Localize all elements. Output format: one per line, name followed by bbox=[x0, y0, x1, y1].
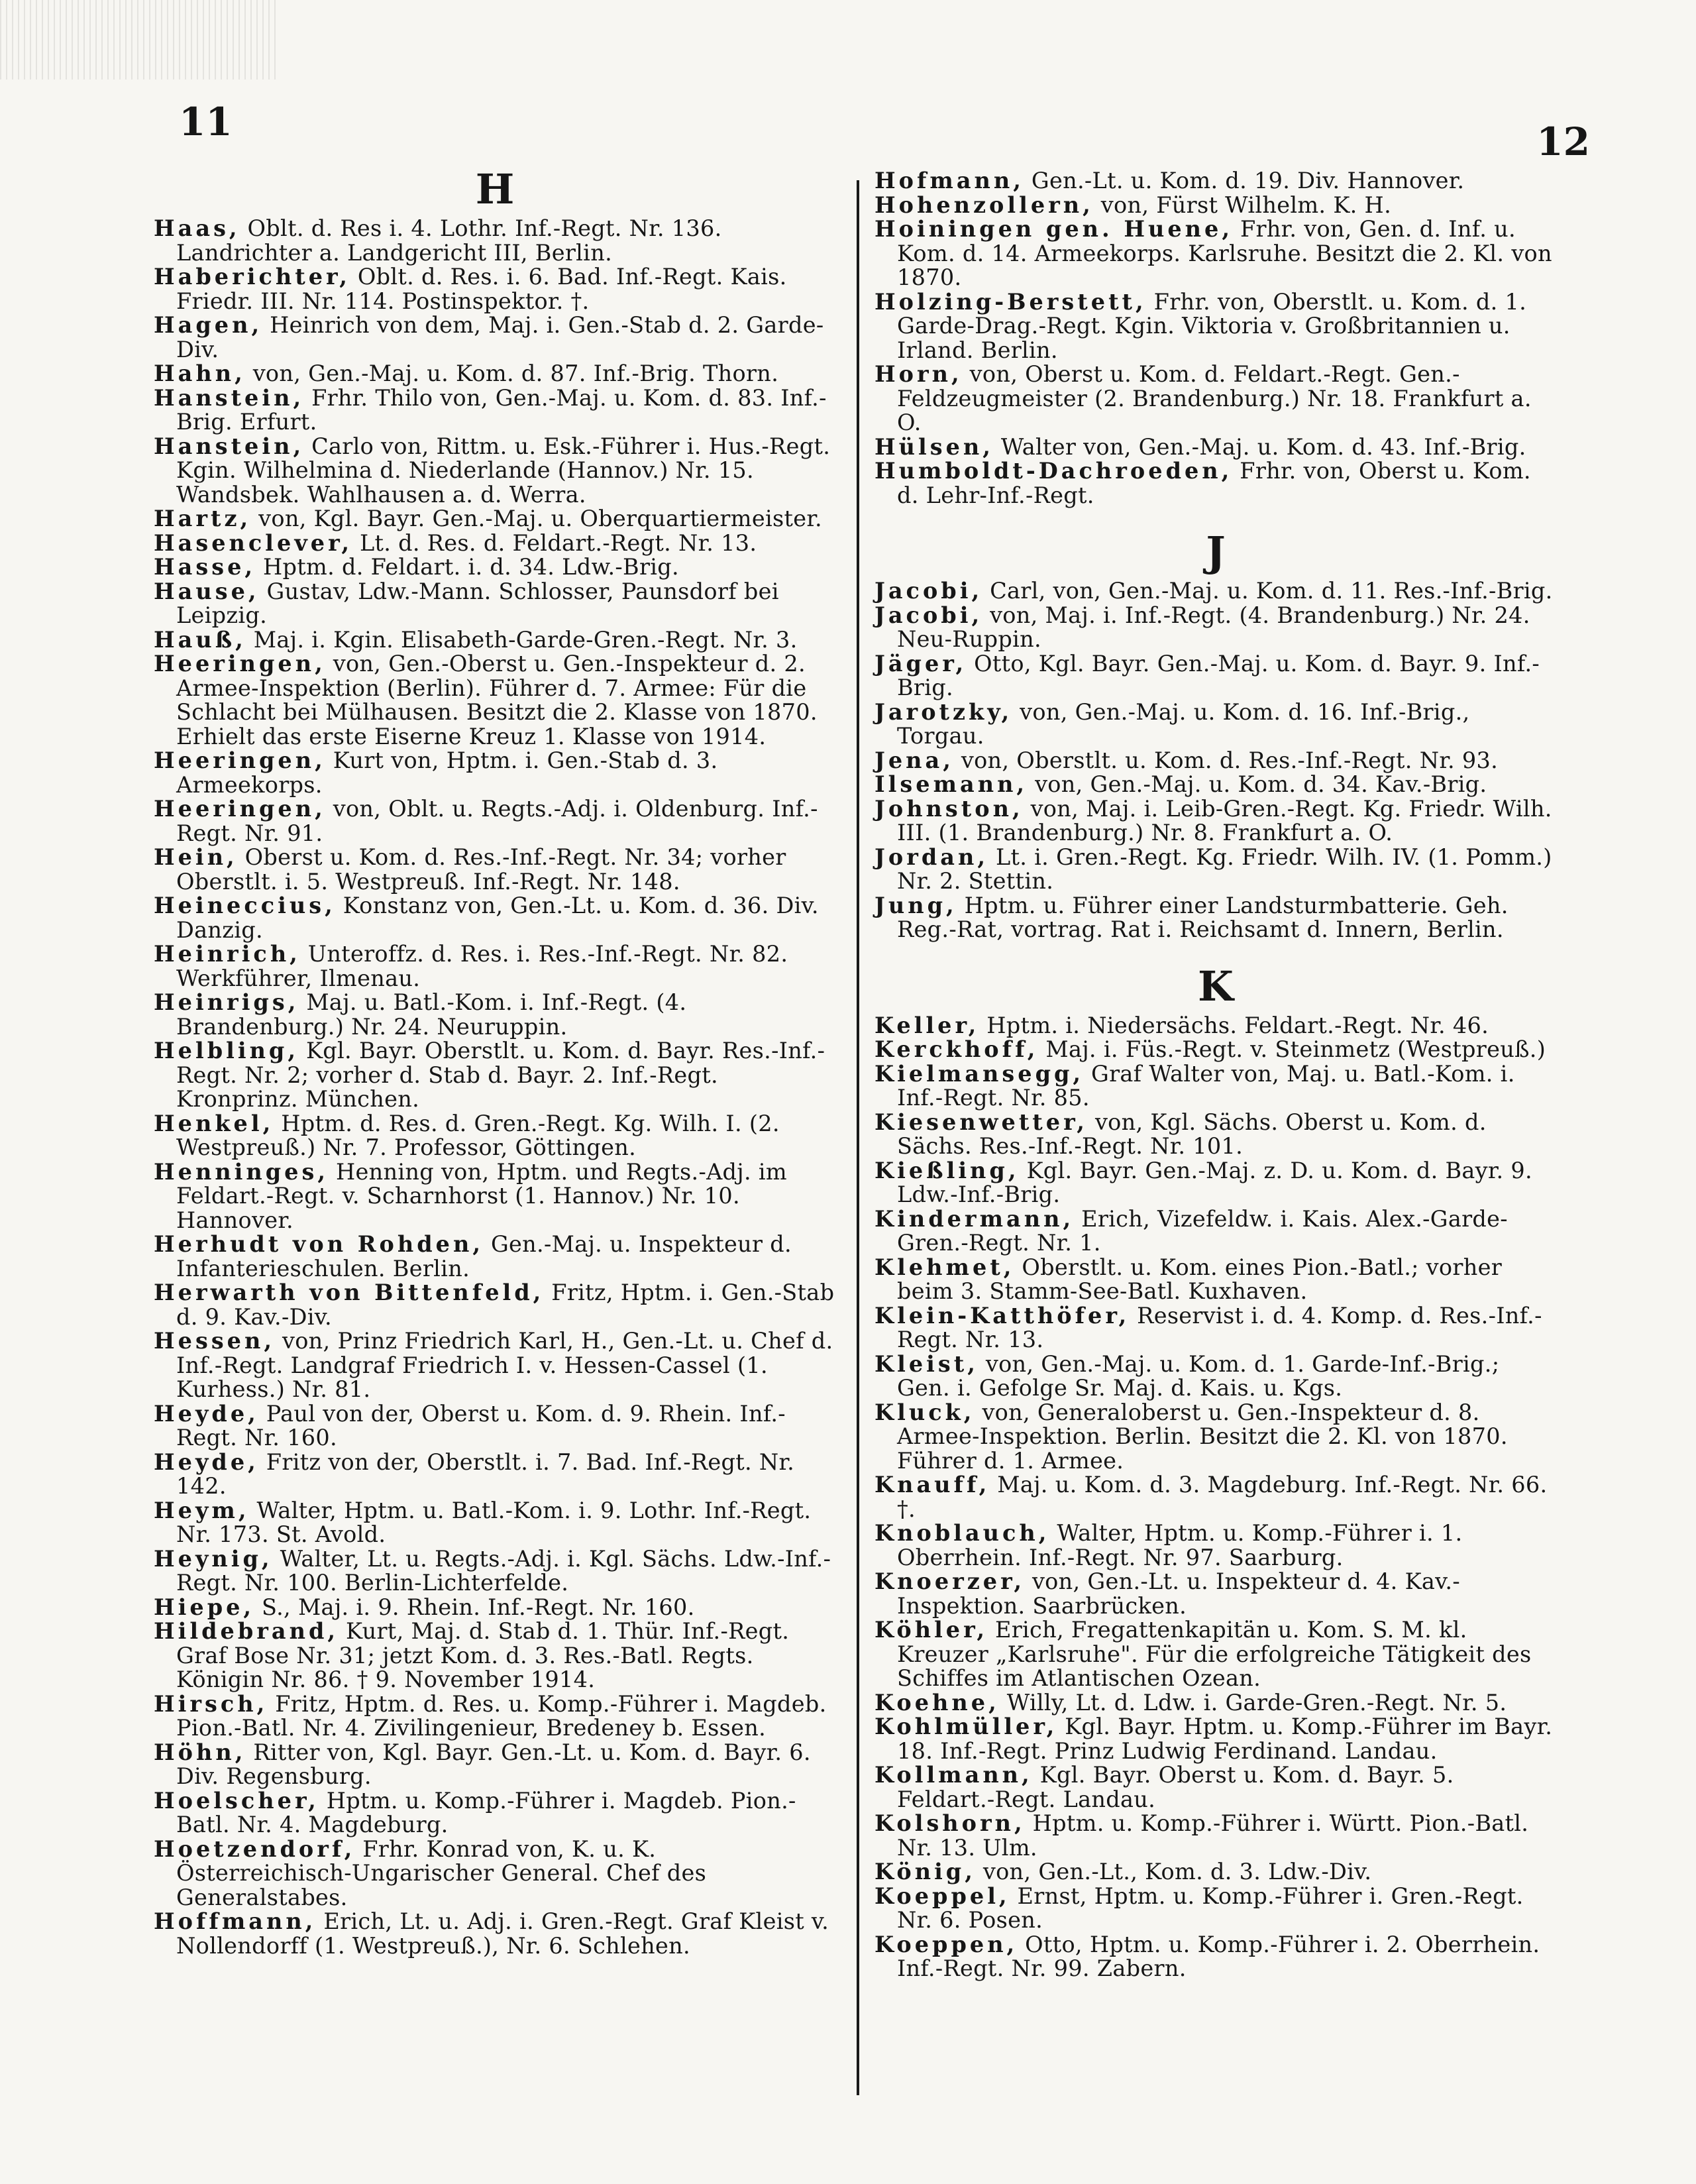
entry-details: Hptm. d. Res. d. Gren.-Regt. Kg. Wilh. I. (2. Westpreuß.) Nr. 7. Professor, Göttingen. bbox=[176, 1110, 780, 1160]
entry-details: Gen.-Lt. u. Kom. d. 19. Div. Hannover. bbox=[1031, 168, 1465, 193]
directory-entry bbox=[874, 193, 1557, 218]
entry-details: Otto, Kgl. Bayr. Gen.-Maj. u. Kom. d. Bayr. 9. Inf.-Brig. bbox=[897, 650, 1540, 700]
directory-entry bbox=[154, 1450, 836, 1499]
entry-details: Hptm. d. Feldart. i. d. 34. Ldw.-Brig. bbox=[263, 554, 679, 580]
entry-name: Knoerzer, bbox=[874, 1568, 1025, 1594]
directory-entry bbox=[154, 1499, 836, 1547]
directory-entry bbox=[154, 265, 836, 313]
entry-name: Hildebrand, bbox=[154, 1618, 339, 1644]
entry-name: Herwarth von Bittenfeld, bbox=[154, 1280, 545, 1305]
directory-entry bbox=[874, 1304, 1557, 1352]
directory-entry bbox=[874, 604, 1557, 652]
directory-entry bbox=[154, 1837, 836, 1910]
directory-entry bbox=[154, 749, 836, 797]
entry-name: Kolshorn, bbox=[874, 1810, 1026, 1836]
entry-details: von, Kgl. Bayr. Gen.-Maj. u. Oberquartiermeister. bbox=[258, 506, 822, 531]
entry-name: Heineccius, bbox=[154, 893, 336, 918]
entry-details: Hptm. i. Niedersächs. Feldart.-Regt. Nr. 46. bbox=[986, 1012, 1489, 1038]
entry-details: Ernst, Hptm. u. Komp.-Führer i. Gren.-Regt. Nr. 6. Posen. bbox=[897, 1883, 1524, 1933]
entry-name: Heeringen, bbox=[154, 651, 326, 677]
entry-details: von, Prinz Friedrich Karl, H., Gen.-Lt. u. Chef d. Inf.-Regt. Landgraf Friedrich I. v. Hessen-Cassel (1. Kurhess.) Nr. 81. bbox=[176, 1328, 833, 1402]
entry-details: von, Maj. i. Leib-Gren.-Regt. Kg. Friedr. Wilh. III. (1. Brandenburg.) Nr. 8. Frankfurt a. O. bbox=[897, 795, 1552, 846]
directory-entry bbox=[154, 1112, 836, 1160]
entry-name: Koeppen, bbox=[874, 1931, 1018, 1957]
directory-entry bbox=[154, 1596, 836, 1620]
entry-name: Jacobi, bbox=[874, 578, 983, 604]
entry-name: Heynig, bbox=[154, 1545, 273, 1572]
entry-name: Jung, bbox=[874, 892, 957, 918]
entry-details: Heinrich von dem, Maj. i. Gen.-Stab d. 2. Garde-Div. bbox=[176, 312, 824, 362]
directory-entry bbox=[874, 1062, 1557, 1111]
directory-entry bbox=[154, 652, 836, 749]
page-number-left: 11 bbox=[179, 99, 233, 144]
page-number-right: 12 bbox=[1536, 119, 1590, 164]
entry-name: Klein-Katthöfer, bbox=[874, 1302, 1130, 1329]
entry-details: Frhr. von, Oberstlt. u. Kom. d. 1. Garde-Drag.-Regt. Kgin. Viktoria v. Großbritannien u. Irland. Berlin. bbox=[897, 288, 1527, 363]
directory-entry bbox=[154, 362, 836, 386]
entry-details: Frhr. von, Gen. d. Inf. u. Kom. d. 14. Armeekorps. Karlsruhe. Besitzt die 2. Kl. von 1870. bbox=[897, 216, 1552, 290]
directory-entry bbox=[874, 435, 1557, 460]
entry-name: Kluck, bbox=[874, 1399, 975, 1425]
entry-details: Fritz von der, Oberstlt. i. 7. Bad. Inf.-Regt. Nr. 142. bbox=[176, 1448, 795, 1499]
scan-noise bbox=[0, 0, 278, 80]
entry-details: von, Gen.-Maj. u. Kom. d. 87. Inf.-Brig. Thorn. bbox=[252, 360, 779, 386]
directory-entry bbox=[874, 1014, 1557, 1038]
entry-details: Walter, Lt. u. Regts.-Adj. i. Kgl. Sächs. Ldw.-Inf.-Regt. Nr. 100. Berlin-Lichterfelde. bbox=[176, 1545, 831, 1596]
entry-name: Heinrich, bbox=[154, 941, 301, 967]
entry-details: S., Maj. i. 9. Rhein. Inf.-Regt. Nr. 160. bbox=[262, 1594, 695, 1620]
entry-details: Erich, Fregattenkapitän u. Kom. S. M. kl. Kreuzer „Karlsruhe". Für die erfolgreiche Tätigkeit des Schiffes im Atlantischen Ozean. bbox=[897, 1617, 1532, 1691]
entry-list-j bbox=[874, 579, 1557, 942]
entry-details: Oberst u. Kom. d. Res.-Inf.-Regt. Nr. 34; vorher Oberstlt. i. 5. Westpreuß. Inf.-Regt. Nr. 148. bbox=[176, 844, 786, 895]
directory-entry bbox=[154, 797, 836, 846]
directory-entry bbox=[874, 1159, 1557, 1207]
entry-name: Kollmann, bbox=[874, 1762, 1033, 1788]
entry-details: Lt. i. Gren.-Regt. Kg. Friedr. Wilh. IV. (1. Pomm.) Nr. 2. Stettin. bbox=[897, 844, 1552, 894]
directory-entry bbox=[874, 1691, 1557, 1716]
entry-name: Helbling, bbox=[154, 1038, 299, 1064]
directory-entry bbox=[154, 580, 836, 628]
entry-details: Lt. d. Res. d. Feldart.-Regt. Nr. 13. bbox=[359, 529, 757, 556]
entry-details: von, Gen.-Lt., Kom. d. 3. Ldw.-Div. bbox=[982, 1859, 1372, 1884]
directory-entry bbox=[154, 1232, 836, 1281]
entry-details: Willy, Lt. d. Ldw. i. Garde-Gren.-Regt. Nr. 5. bbox=[1006, 1689, 1507, 1716]
entry-details: Reservist i. d. 4. Komp. d. Res.-Inf.-Regt. Nr. 13. bbox=[897, 1302, 1542, 1352]
entry-name: Hanstein, bbox=[154, 433, 305, 459]
entry-details: Paul von der, Oberst u. Kom. d. 9. Rhein. Inf.-Regt. Nr. 160. bbox=[176, 1400, 786, 1450]
entry-name: Hülsen, bbox=[874, 433, 994, 460]
entry-name: Kleist, bbox=[874, 1350, 979, 1377]
entry-name: Hessen, bbox=[154, 1328, 276, 1354]
entry-name: Köhler, bbox=[874, 1617, 988, 1643]
entry-details: Erich, Lt. u. Adj. i. Gren.-Regt. Graf Kleist v. Nollendorff (1. Westpreuß.), Nr. 6. Schlehen. bbox=[176, 1908, 829, 1959]
entry-name: Hirsch, bbox=[154, 1690, 268, 1717]
entry-details: Maj. i. Kgin. Elisabeth-Garde-Gren.-Regt. Nr. 3. bbox=[253, 626, 798, 653]
entry-details: Hptm. u. Komp.-Führer i. Magdeb. Pion.-Batl. Nr. 4. Magdeburg. bbox=[176, 1787, 796, 1837]
directory-entry bbox=[874, 1933, 1557, 1981]
entry-name: Hoffmann, bbox=[154, 1908, 317, 1934]
directory-entry bbox=[154, 1789, 836, 1837]
entry-name: Heinrigs, bbox=[154, 989, 299, 1015]
entry-details: Maj. i. Füs.-Regt. v. Steinmetz (Westpreuß.) bbox=[1045, 1036, 1546, 1062]
entry-details: von, Gen.-Maj. u. Kom. d. 34. Kav.-Brig. bbox=[1035, 771, 1487, 797]
entry-name: Hofmann, bbox=[874, 168, 1024, 193]
entry-details: Gen.-Maj. u. Inspekteur d. Infanterieschulen. Berlin. bbox=[176, 1231, 792, 1282]
entry-name: Hoelscher, bbox=[154, 1787, 319, 1814]
entry-name: Kielmansegg, bbox=[874, 1060, 1085, 1087]
directory-entry bbox=[154, 313, 836, 362]
directory-entry bbox=[874, 290, 1557, 363]
directory-entry bbox=[154, 531, 836, 556]
entry-name: Kerckhoff, bbox=[874, 1036, 1039, 1062]
entry-name: Kindermann, bbox=[874, 1205, 1075, 1232]
entry-name: Jacobi, bbox=[874, 602, 983, 628]
directory-entry bbox=[154, 628, 836, 653]
entry-name: Hohenzollern, bbox=[874, 191, 1094, 218]
section-letter-h: H bbox=[475, 165, 515, 213]
entry-name: Jarotzky, bbox=[874, 698, 1013, 725]
directory-entry bbox=[154, 1692, 836, 1741]
directory-entry bbox=[874, 1521, 1557, 1570]
column-divider bbox=[857, 180, 859, 2095]
directory-entry bbox=[154, 217, 836, 265]
directory-entry bbox=[154, 991, 836, 1039]
entry-details: Frhr. Konrad von, K. u. K. Österreichisch-Ungarischer General. Chef des Generalstabes. bbox=[176, 1835, 707, 1910]
directory-entry bbox=[874, 1352, 1557, 1401]
entry-details: Kurt von, Hptm. i. Gen.-Stab d. 3. Armeekorps. bbox=[176, 747, 718, 798]
directory-entry bbox=[874, 749, 1557, 773]
entry-details: von, Gen.-Oberst u. Gen.-Inspekteur d. 2. Armee-Inspektion (Berlin). Führer d. 7. Armee: Für die Schlacht bei Mülhausen. Besitzt die 2. Klasse von 1870. Erhielt das erste Eiserne Kreuz 1. Klasse von 1914. bbox=[176, 651, 818, 749]
directory-entry bbox=[154, 386, 836, 435]
entry-list-k bbox=[874, 1014, 1557, 1981]
entry-details: Walter von, Gen.-Maj. u. Kom. d. 43. Inf.-Brig. bbox=[1000, 433, 1526, 460]
entry-name: Knauff, bbox=[874, 1472, 990, 1498]
entry-details: Fritz, Hptm. i. Gen.-Stab d. 9. Kav.-Div. bbox=[176, 1280, 835, 1330]
entry-name: Koeppel, bbox=[874, 1883, 1010, 1909]
directory-entry bbox=[874, 1618, 1557, 1691]
entry-name: Hein, bbox=[154, 844, 238, 870]
entry-details: Hptm. u. Komp.-Führer i. Württ. Pion.-Batl. Nr. 13. Ulm. bbox=[897, 1810, 1529, 1861]
entry-name: Haas, bbox=[154, 215, 240, 241]
entry-name: Heyde, bbox=[154, 1400, 259, 1427]
directory-entry bbox=[874, 652, 1557, 700]
section-letter-j: J bbox=[1206, 527, 1226, 576]
entry-name: Keller, bbox=[874, 1012, 980, 1038]
entry-name: Johnston, bbox=[874, 795, 1024, 822]
entry-details: Kurt, Maj. d. Stab d. 1. Thür. Inf.-Regt. Graf Bose Nr. 31; jetzt Kom. d. 3. Res.-Batl. Regts. Königin Nr. 86. † 9. November 1914. bbox=[176, 1618, 790, 1692]
directory-entry bbox=[874, 1401, 1557, 1474]
directory-entry bbox=[874, 894, 1557, 942]
entry-details: Ritter von, Kgl. Bayr. Gen.-Lt. u. Kom. d. Bayr. 6. Div. Regensburg. bbox=[176, 1739, 811, 1789]
entry-name: Hoiningen gen. Huene, bbox=[874, 216, 1233, 242]
entry-name: Heeringen, bbox=[154, 796, 326, 822]
entry-name: Henninges, bbox=[154, 1158, 329, 1185]
entry-details: Maj. u. Kom. d. 3. Magdeburg. Inf.-Regt. Nr. 66. †. bbox=[897, 1472, 1548, 1522]
directory-entry bbox=[154, 1160, 836, 1233]
entry-details: Frhr. von, Oberst u. Kom. d. Lehr-Inf.-Regt. bbox=[897, 458, 1531, 508]
entry-details: von, Gen.-Maj. u. Kom. d. 1. Garde-Inf.-Brig.; Gen. i. Gefolge Sr. Maj. d. Kais. u. Kgs. bbox=[897, 1350, 1500, 1401]
entry-name: Hause, bbox=[154, 578, 260, 604]
entry-name: Jäger, bbox=[874, 650, 967, 677]
entry-details: Carlo von, Rittm. u. Esk.-Führer i. Hus.-Regt. Kgin. Wilhelmina d. Niederlande (Hannov.) Nr. 15. Wandsbek. Wahlhausen a. d. Werra. bbox=[176, 433, 831, 508]
directory-entry bbox=[874, 217, 1557, 290]
directory-entry bbox=[154, 846, 836, 894]
entry-name: Klehmet, bbox=[874, 1254, 1015, 1280]
entry-name: Hauß, bbox=[154, 626, 246, 653]
entry-details: Fritz, Hptm. d. Res. u. Komp.-Führer i. Magdeb. Pion.-Batl. Nr. 4. Zivilingenieur, Bredeney b. Essen. bbox=[176, 1690, 827, 1741]
directory-entry bbox=[874, 1860, 1557, 1884]
directory-entry bbox=[154, 555, 836, 580]
entry-name: Knoblauch, bbox=[874, 1520, 1050, 1546]
directory-entry bbox=[154, 894, 836, 942]
entry-name: Hahn, bbox=[154, 360, 246, 386]
entry-details: Kgl. Bayr. Oberstlt. u. Kom. d. Bayr. Res.-Inf.-Regt. Nr. 2; vorher d. Stab d. Bayr. 2. Inf.-Regt. Kronprinz. München. bbox=[176, 1038, 825, 1112]
entry-name: Hanstein, bbox=[154, 384, 305, 411]
directory-entry bbox=[874, 459, 1557, 508]
entry-name: Kohlmüller, bbox=[874, 1714, 1058, 1739]
directory-entry bbox=[874, 1038, 1557, 1062]
entry-name: Holzing-Berstett, bbox=[874, 288, 1147, 315]
entry-name: Kießling, bbox=[874, 1157, 1020, 1183]
directory-entry bbox=[874, 773, 1557, 797]
entry-details: von, Oberstlt. u. Kom. d. Res.-Inf.-Regt. Nr. 93. bbox=[961, 747, 1499, 773]
entry-name: Hiepe, bbox=[154, 1594, 255, 1620]
entry-details: Kgl. Bayr. Hptm. u. Komp.-Führer im Bayr. 18. Inf.-Regt. Prinz Ludwig Ferdinand. Landau. bbox=[897, 1714, 1553, 1764]
directory-entry bbox=[874, 1473, 1557, 1521]
entry-name: Heym, bbox=[154, 1497, 250, 1523]
entry-name: Haberichter, bbox=[154, 264, 350, 290]
entry-name: Koehne, bbox=[874, 1689, 1000, 1716]
entry-details: Walter, Hptm. u. Batl.-Kom. i. 9. Lothr. Inf.-Regt. Nr. 173. St. Avold. bbox=[176, 1497, 812, 1547]
directory-entry bbox=[154, 1910, 836, 1958]
entry-details: Walter, Hptm. u. Komp.-Führer i. 1. Oberrhein. Inf.-Regt. Nr. 97. Saarburg. bbox=[897, 1520, 1463, 1570]
directory-entry bbox=[154, 942, 836, 991]
entry-details: Graf Walter von, Maj. u. Batl.-Kom. i. Inf.-Regt. Nr. 85. bbox=[897, 1060, 1515, 1111]
entry-name: Hagen, bbox=[154, 312, 263, 338]
entry-name: Heeringen, bbox=[154, 747, 326, 773]
entry-name: Horn, bbox=[874, 361, 963, 387]
right-column bbox=[874, 169, 1557, 1981]
entry-list-h bbox=[154, 217, 836, 1958]
entry-name: Kiesenwetter, bbox=[874, 1109, 1088, 1135]
entry-details: Gustav, Ldw.-Mann. Schlosser, Paunsdorf bei Leipzig. bbox=[176, 578, 779, 628]
entry-details: von, Oblt. u. Regts.-Adj. i. Oldenburg. Inf.-Regt. Nr. 91. bbox=[176, 796, 818, 846]
directory-entry bbox=[874, 1763, 1557, 1812]
entry-details: Oblt. d. Res i. 4. Lothr. Inf.-Regt. Nr. 136. Landrichter a. Landgericht III, Berlin. bbox=[176, 215, 722, 266]
left-column bbox=[154, 165, 836, 1959]
directory-entry bbox=[874, 846, 1557, 894]
directory-entry bbox=[154, 507, 836, 531]
directory-entry bbox=[154, 1547, 836, 1596]
directory-entry bbox=[154, 435, 836, 508]
entry-details: Oberstlt. u. Kom. eines Pion.-Batl.; vorher beim 3. Stamm-See-Batl. Kuxhaven. bbox=[897, 1254, 1503, 1304]
entry-name: Hartz, bbox=[154, 506, 252, 531]
directory-entry bbox=[154, 1402, 836, 1450]
directory-entry bbox=[874, 700, 1557, 749]
directory-entry bbox=[874, 1207, 1557, 1256]
entry-name: Heyde, bbox=[154, 1448, 259, 1475]
directory-entry bbox=[154, 1741, 836, 1789]
entry-details: von, Oberst u. Kom. d. Feldart.-Regt. Gen.-Feldzeugmeister (2. Brandenburg.) Nr. 18. Frankfurt a. O. bbox=[897, 361, 1532, 435]
directory-entry bbox=[154, 1619, 836, 1692]
directory-entry bbox=[874, 1812, 1557, 1860]
entry-details: Otto, Hptm. u. Komp.-Führer i. 2. Oberrhein. Inf.-Regt. Nr. 99. Zabern. bbox=[897, 1931, 1540, 1981]
entry-details: von, Gen.-Lt. u. Inspekteur d. 4. Kav.-Inspektion. Saarbrücken. bbox=[897, 1568, 1460, 1619]
entry-details: Oblt. d. Res. i. 6. Bad. Inf.-Regt. Kais. Friedr. III. Nr. 114. Postinspektor. †. bbox=[176, 264, 787, 314]
directory-entry bbox=[874, 362, 1557, 435]
entry-name: Ilsemann, bbox=[874, 771, 1028, 797]
entry-name: Humboldt-Dachroeden, bbox=[874, 458, 1233, 484]
directory-entry bbox=[154, 1329, 836, 1402]
entry-details: Konstanz von, Gen.-Lt. u. Kom. d. 36. Div. Danzig. bbox=[176, 893, 819, 943]
entry-details: von, Gen.-Maj. u. Kom. d. 16. Inf.-Brig., Torgau. bbox=[897, 698, 1470, 749]
entry-details: Maj. u. Batl.-Kom. i. Inf.-Regt. (4. Brandenburg.) Nr. 24. Neuruppin. bbox=[176, 989, 687, 1040]
entry-details: Erich, Vizefeldw. i. Kais. Alex.-Garde-Gren.-Regt. Nr. 1. bbox=[897, 1205, 1508, 1256]
entry-details: Kgl. Bayr. Gen.-Maj. z. D. u. Kom. d. Bayr. 9. Ldw.-Inf.-Brig. bbox=[897, 1157, 1532, 1207]
entry-details: Hptm. u. Führer einer Landsturmbatterie. Geh. Reg.-Rat, vortrag. Rat i. Reichsamt d. Innern, Berlin. bbox=[897, 892, 1509, 942]
directory-entry bbox=[874, 1715, 1557, 1763]
entry-name: Hoetzendorf, bbox=[154, 1835, 356, 1862]
entry-name: Henkel, bbox=[154, 1110, 274, 1136]
entry-details: Carl, von, Gen.-Maj. u. Kom. d. 11. Res.-Inf.-Brig. bbox=[990, 578, 1553, 604]
entry-name: Jena, bbox=[874, 747, 954, 773]
section-letter-k: K bbox=[1198, 961, 1234, 1010]
entry-name: König, bbox=[874, 1859, 976, 1884]
entry-name: Herhudt von Rohden, bbox=[154, 1231, 484, 1257]
directory-entry bbox=[874, 579, 1557, 604]
entry-list-h-continued bbox=[874, 169, 1557, 508]
entry-details: von, Generaloberst u. Gen.-Inspekteur d. 8. Armee-Inspektion. Berlin. Besitzt die 2. Kl. von 1870. Führer d. 1. Armee. bbox=[897, 1399, 1508, 1474]
directory-entry bbox=[874, 797, 1557, 846]
entry-details: Frhr. Thilo von, Gen.-Maj. u. Kom. d. 83. Inf.-Brig. Erfurt. bbox=[176, 384, 827, 435]
directory-entry bbox=[874, 1256, 1557, 1304]
entry-details: von, Kgl. Sächs. Oberst u. Kom. d. Sächs. Res.-Inf.-Regt. Nr. 101. bbox=[897, 1109, 1487, 1159]
entry-name: Höhn, bbox=[154, 1739, 246, 1765]
entry-name: Jordan, bbox=[874, 844, 988, 870]
directory-entry bbox=[154, 1039, 836, 1112]
directory-entry bbox=[874, 1111, 1557, 1159]
entry-details: von, Maj. i. Inf.-Regt. (4. Brandenburg.) Nr. 24. Neu-Ruppin. bbox=[897, 602, 1530, 652]
entry-name: Hasenclever, bbox=[154, 529, 352, 556]
entry-details: Unteroffz. d. Res. i. Res.-Inf.-Regt. Nr. 82. Werkführer, Ilmenau. bbox=[176, 941, 788, 991]
entry-details: von, Fürst Wilhelm. K. H. bbox=[1100, 191, 1392, 218]
entry-name: Hasse, bbox=[154, 554, 256, 580]
directory-entry bbox=[874, 169, 1557, 193]
directory-entry bbox=[874, 1570, 1557, 1618]
entry-details: Kgl. Bayr. Oberst u. Kom. d. Bayr. 5. Feldart.-Regt. Landau. bbox=[897, 1762, 1454, 1812]
directory-entry bbox=[874, 1884, 1557, 1933]
entry-details: Henning von, Hptm. und Regts.-Adj. im Feldart.-Regt. v. Scharnhorst (1. Hannov.) Nr. 10. Hannover. bbox=[176, 1158, 787, 1233]
directory-entry bbox=[154, 1281, 836, 1329]
